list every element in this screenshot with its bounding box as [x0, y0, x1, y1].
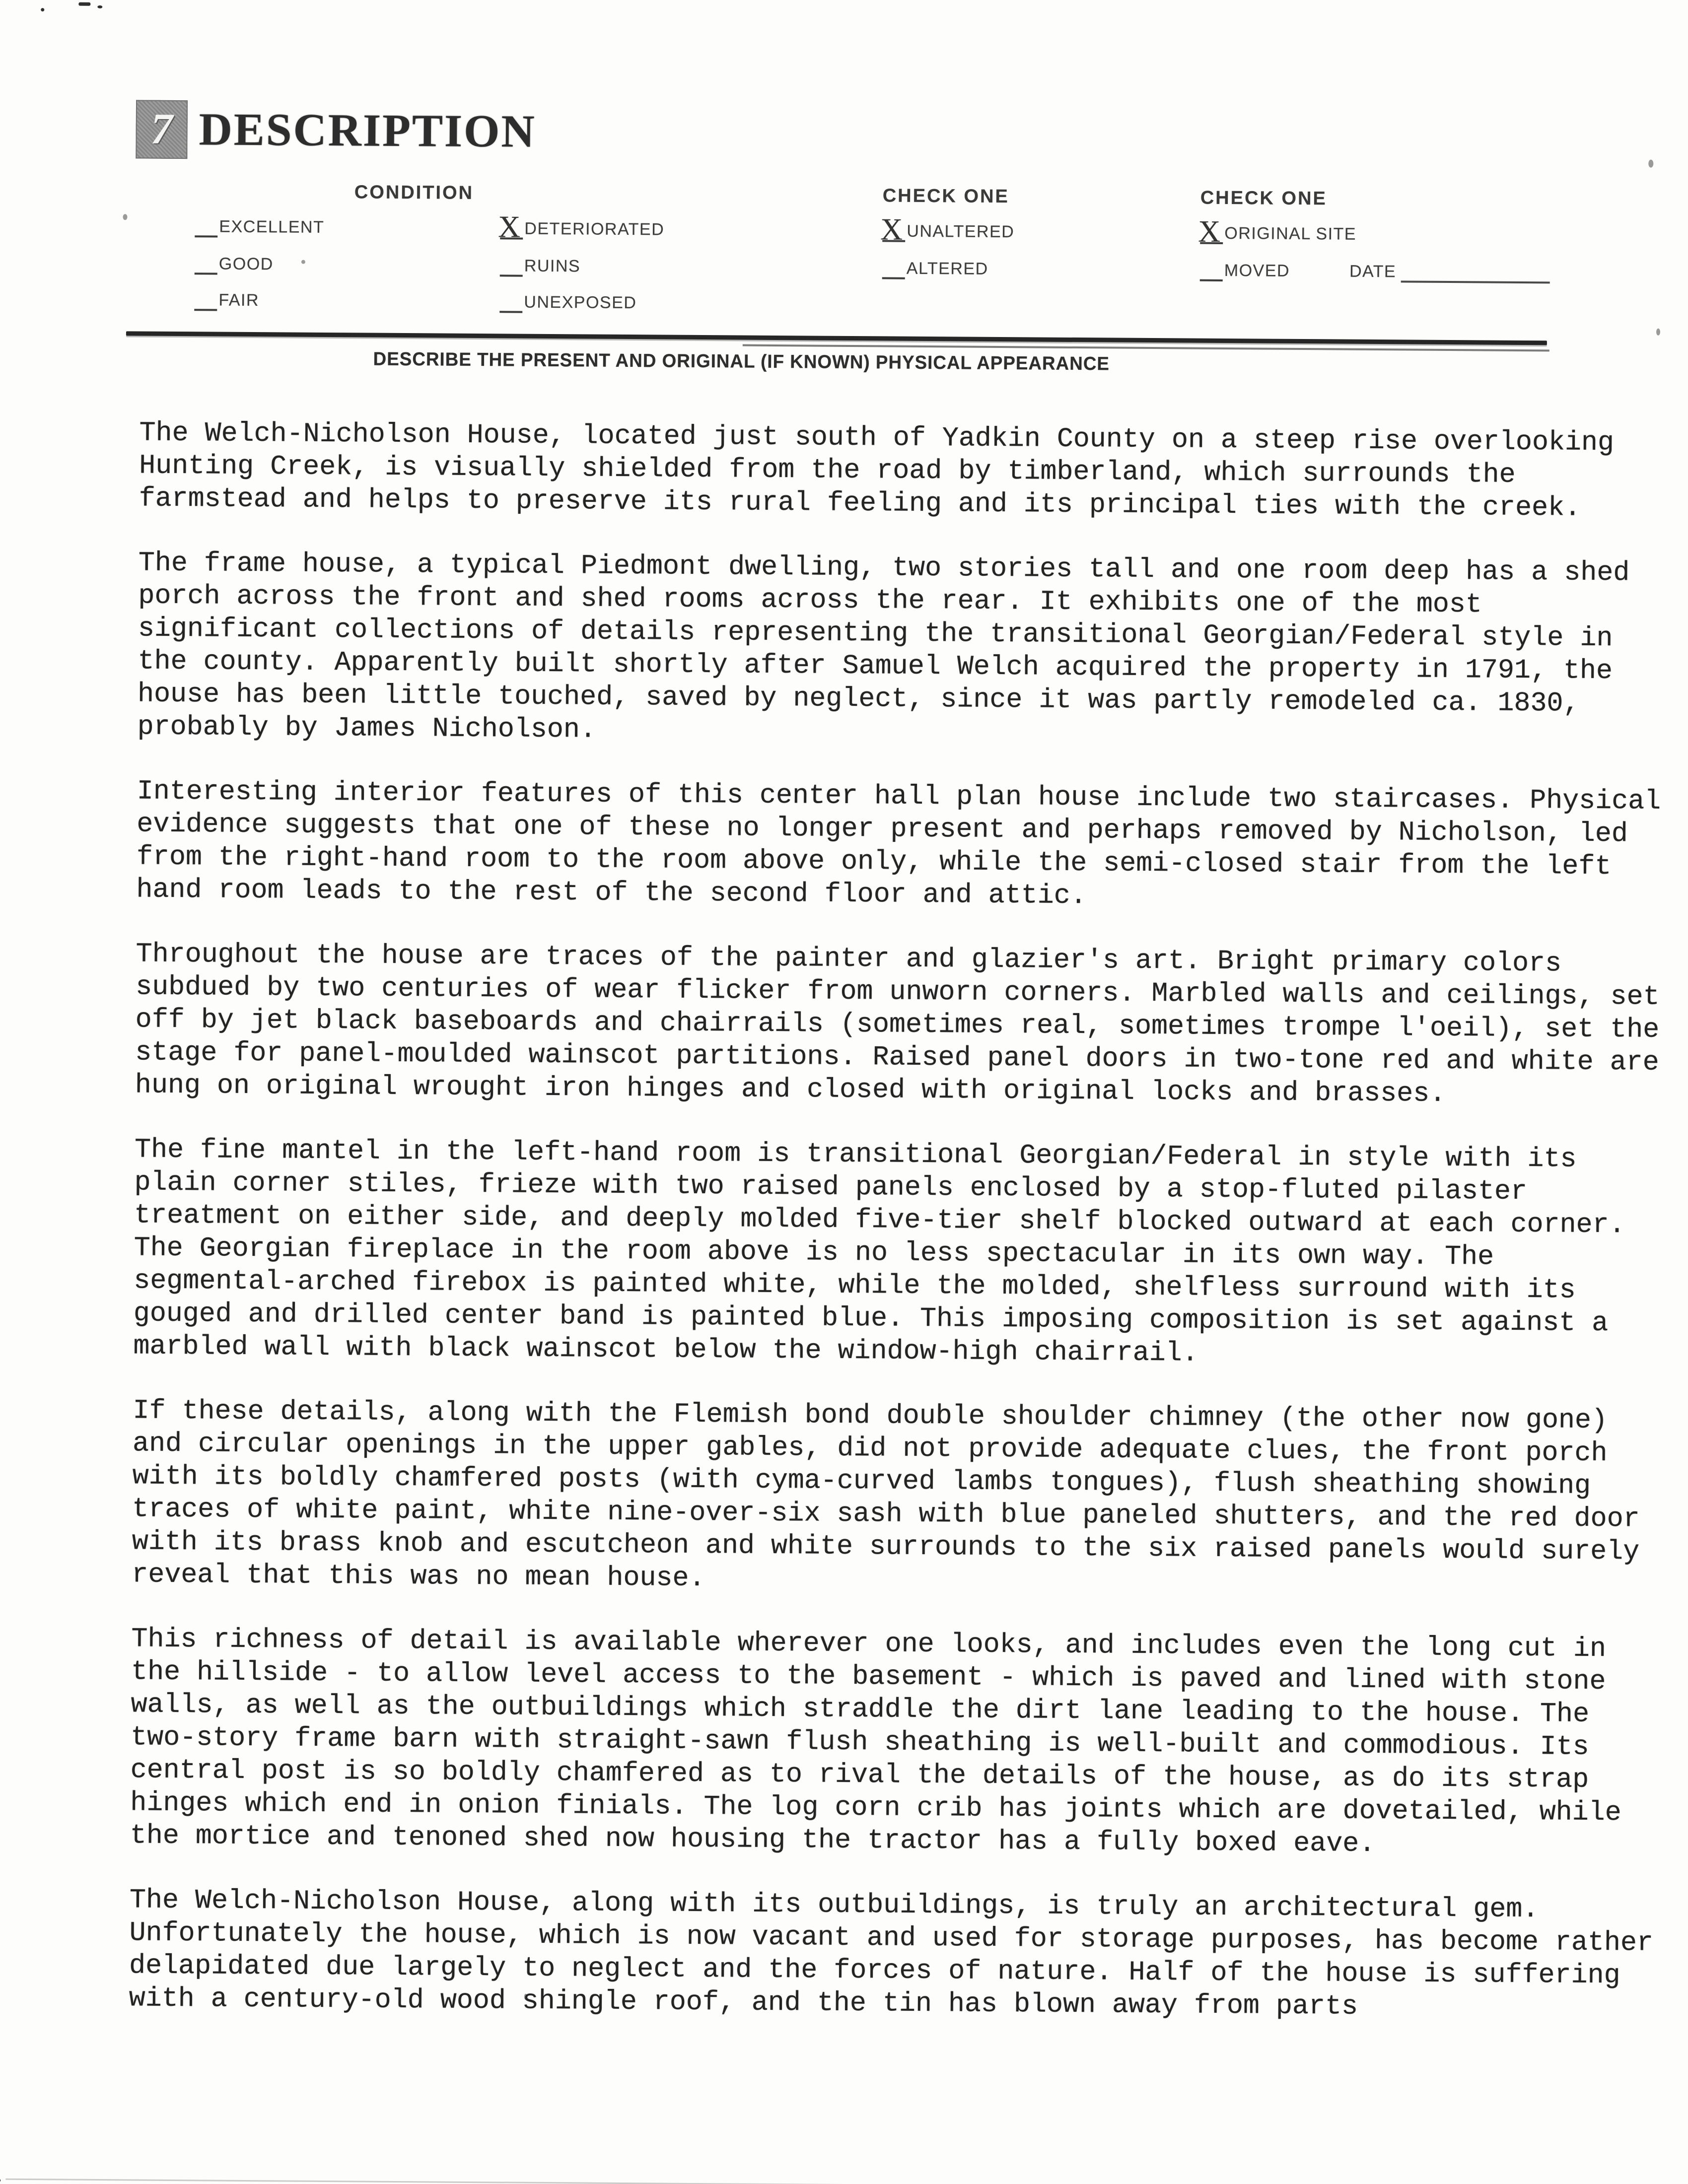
check-one-item-moved: MOVED DATE	[1200, 259, 1550, 284]
section-number-box	[136, 100, 188, 159]
section-number: 7	[150, 105, 173, 153]
scan-speck	[97, 5, 102, 8]
scan-speck	[78, 2, 90, 6]
describe-heading: DESCRIBE THE PRESENT AND ORIGINAL (IF KNOWN) PHYSICAL APPEARANCE	[373, 348, 1110, 375]
checkbox-line-original-site	[1198, 214, 1223, 249]
checkbox-line-fair	[194, 288, 217, 311]
check-one-item-unaltered: X UNALTERED	[880, 212, 1015, 247]
checkbox-line-altered	[882, 256, 905, 279]
date-underline	[1401, 262, 1550, 283]
checkbox-line-unaltered	[880, 212, 905, 247]
page-bottom-scan-line	[5, 2179, 1664, 2184]
scan-speck	[301, 260, 305, 264]
description-paragraph-6: If these details, along with the Flemish bond double shoulder chimney (the other now gone) and circular openings in the upper gables, did not provide adequate clues, the front porch with its boldly chamfered posts (with cyma-curved lambs tongues), flush sheathing showing traces of white paint, white nine-over-six sash with blue paneled shutters, and the red door with its brass knob and escutcheon and white surrounds to the six raised panels would surely reveal that this was no mean house.	[132, 1395, 1640, 1594]
checkbox-mark-unaltered: X	[880, 212, 903, 247]
checkbox-line-excellent	[195, 214, 217, 237]
date-label: DATE	[1349, 262, 1397, 281]
description-paragraph-5: The fine mantel in the left-hand room is transitional Georgian/Federal in style with its plain corner stiles, frieze with two raised panels enclosed by a stop-fluted pilaster treatment on either side, and deeply molded five-tier shelf blocked outward at each corner. The Georgian fireplace in the room above is no less spectacular in its own way. The segmental-arched firebox is painted white, while the molded, shelfless surround with its gouged and drilled center band is painted blue. This imposing composition is set against a marbled wall with black wainscot below the window-high chairrail.	[133, 1134, 1625, 1369]
condition-heading: CONDITION	[354, 182, 474, 204]
condition-item-excellent: EXCELLENT	[195, 214, 324, 238]
description-paragraph-2: The frame house, a typical Piedmont dwelling, two stories tall and one room deep has a shed porch across the front and shed rooms across the rear. It exhibits one of the most significant collections of details representing the transitional Georgian/Federal style in the county. Apparently built shortly after Samuel Welch acquired the property in 1791, the house has been little touched, saved by neglect, since it was partly remodeled ca. 1830, probably by James Nicholson.	[137, 547, 1630, 746]
description-paragraph-3: Interesting interior features of this center hall plan house include two staircases. Physical evidence suggests that one of these no longer present and perhaps removed by Nicholson, led from the right-hand room to the room above only, while the semi-closed stair from the left hand room leads to the rest of the second floor and attic.	[136, 775, 1661, 912]
section-divider-rule	[126, 331, 1547, 345]
check-one-item-altered: ALTERED	[882, 256, 988, 279]
check-one-left-heading: CHECK ONE	[882, 185, 1009, 207]
description-paragraph-8: The Welch-Nicholson House, along with its outbuildings, is truly an architectural gem. Unfortunately the house, which is now vacant and used for storage purposes, has become rather delapidated due largely to neglect and the forces of nature. Half of the house is suffering with a century-old wood shingle roof, and the tin has blown away from parts	[129, 1884, 1654, 2022]
description-paragraph-4: Throughout the house are traces of the painter and glazier's art. Bright primary colors subdued by two centuries of wear flicker from unworn corners. Marbled walls and ceilings, set off by jet black baseboards and chairrails (sometimes real, sometimes trompe l'oeil), set the stage for panel-moulded wainscot partitions. Raised panel doors in two-tone red and white are hung on original wrought iron hinges and closed with original locks and brasses.	[135, 938, 1660, 1109]
condition-item-deteriorated: X DETERIORATED	[498, 210, 665, 244]
check-one-item-original-site: X ORIGINAL SITE	[1198, 214, 1357, 249]
checkbox-line-ruins	[500, 254, 523, 276]
checkbox-line-deteriorated	[498, 210, 523, 244]
checkbox-line-unexposed	[499, 290, 522, 313]
condition-item-unexposed: UNEXPOSED	[499, 290, 636, 314]
scan-speck	[41, 8, 44, 11]
section-title: DESCRIPTION	[199, 104, 536, 157]
check-one-right-heading: CHECK ONE	[1200, 187, 1327, 209]
description-paragraph-7: This richness of detail is available wherever one looks, and includes even the long cut in the hillside - to allow level access to the basement - which is paved and lined with stone walls, as well as the outbuildings which straddle the dirt lane leading to the house. The two-story frame barn with straight-sawn flush sheathing is well-built and commodious. Its central post is so boldly chamfered as to rival the details of the house, as do its strap hinges which end in onion finials. The log corn crib has joints which are dovetailed, while the mortice and tenoned shed now housing the tractor has a fully boxed eave.	[130, 1623, 1621, 1860]
condition-item-good: GOOD	[195, 252, 274, 275]
scan-speck	[123, 214, 127, 220]
checkbox-line-good	[195, 252, 217, 274]
condition-item-ruins: RUINS	[500, 254, 581, 277]
checkbox-mark-deteriorated: X	[498, 210, 521, 244]
scan-speck	[1656, 329, 1660, 336]
checkbox-line-moved	[1200, 259, 1223, 281]
description-body	[129, 416, 1670, 2056]
section-divider-rule-echo	[743, 344, 1549, 352]
description-paragraph-1: The Welch-Nicholson House, located just south of Yadkin County on a steep rise overlooking Hunting Creek, is visually shielded from the road by timberland, which surrounds the farmstead and helps to preserve its rural feeling and its principal ties with the creek.	[139, 417, 1615, 524]
checkbox-mark-original-site: X	[1198, 214, 1221, 249]
scan-speck	[1648, 160, 1653, 168]
condition-item-fair: FAIR	[194, 288, 259, 311]
